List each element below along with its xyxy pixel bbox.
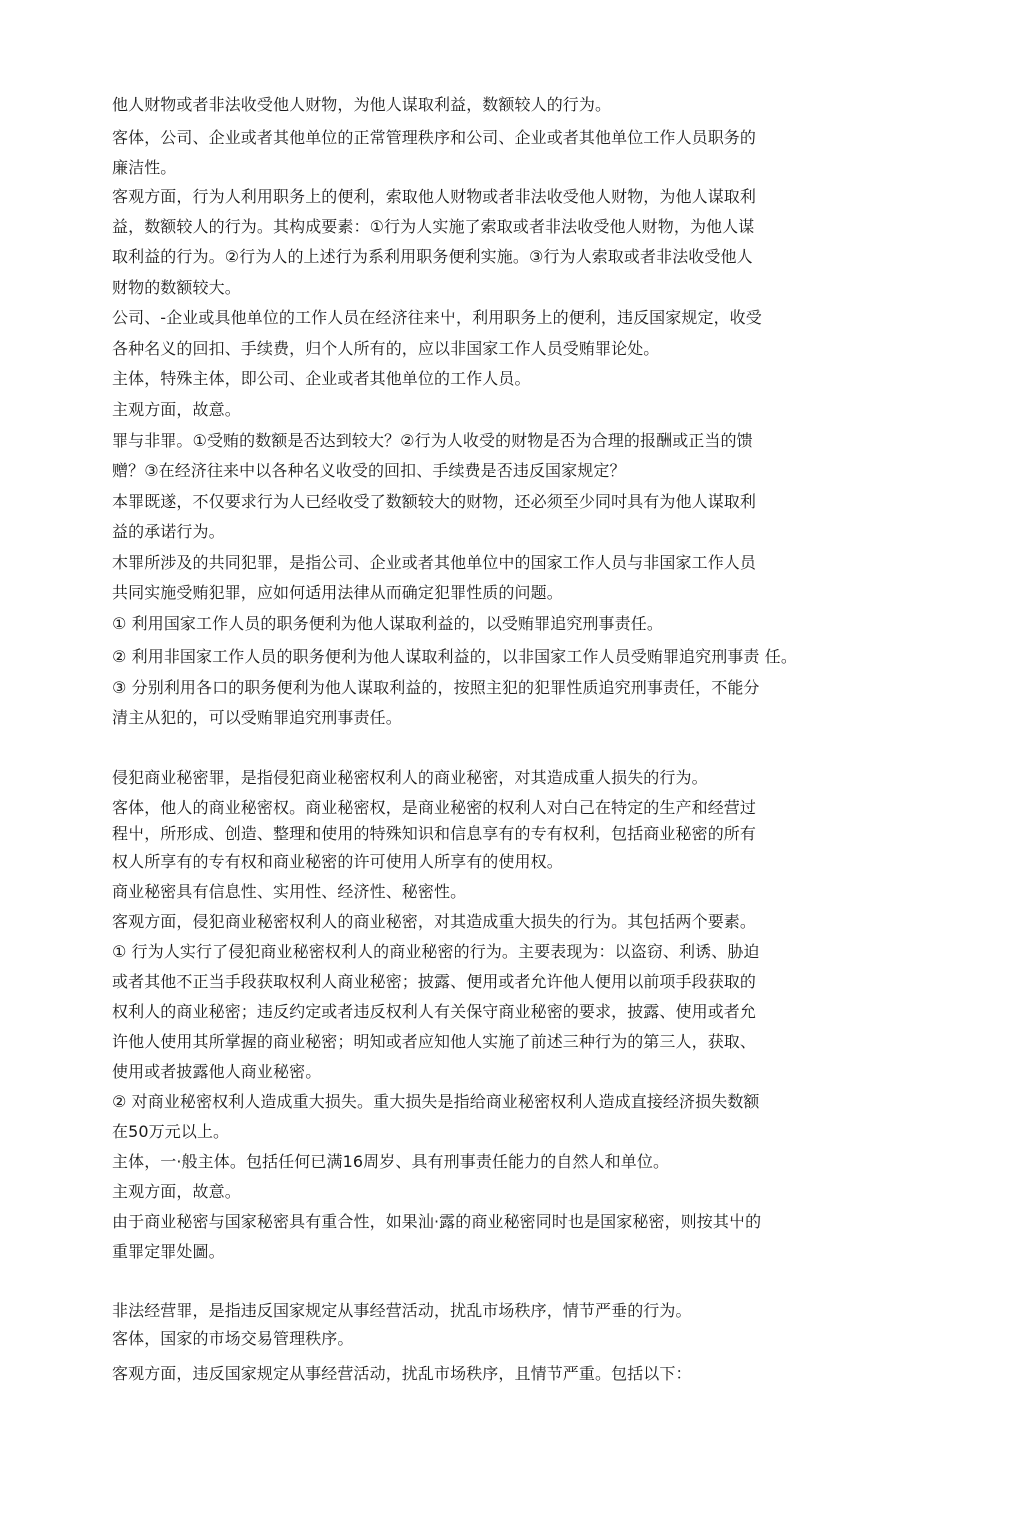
text-line: 或者其他不正当手段获取权利人商业秘密；披露、便用或者允许他人便用以前项手段获取的 xyxy=(112,972,757,991)
text-line: 客体，公司、企业或者其他单位的正常管理秩序和公司、企业或者其他单位工作人员职务的 xyxy=(112,128,757,147)
text-line: 主体，特殊主体，即公司、企业或者其他单位的工作人员。 xyxy=(112,369,531,388)
text-line: 客观方面，侵犯商业秘密权利人的商业秘密，对其造成重大损失的行为。其包括两个要素。 xyxy=(112,912,757,931)
text-line: 罪与非罪。①受贿的数额是否达到较大？②行为人收受的财物是否为合理的报酬或正当的馈 xyxy=(112,431,753,450)
text-line: 财物的数额较大。 xyxy=(112,278,241,297)
text-line: 益，数额较人的行为。其构成要素：①行为人实施了索取或者非法收受他人财物，为他人谋 xyxy=(112,217,755,236)
text-line: 客观方面，违反国家规定从事经营活动，扰乱市场秩序，且情节严重。包括以下： xyxy=(112,1364,692,1383)
text-line: 权利人的商业秘密；违反约定或者违反权利人有关保守商业秘密的要求，披露、使用或者允 xyxy=(112,1002,757,1021)
text-line: 程屮，所形成、创造、整理和使用的特殊知识和信息享有的专有权利，包括商业秘密的所有 xyxy=(112,824,757,843)
text-line: 清主从犯的，可以受贿罪追究刑事责任。 xyxy=(112,708,402,727)
text-line: 主观方面，故意。 xyxy=(112,1182,241,1201)
text-line: 商业秘密具有信息性、实用性、经济性、秘密性。 xyxy=(112,882,467,901)
text-line: 主观方面，故意。 xyxy=(112,400,241,419)
list-item: ② 对商业秘密权利人造成重大损失。重大损失是指给商业秘密权利人造成直接经济损失数额 xyxy=(112,1092,760,1111)
text-line: 共同实施受贿犯罪，应如何适用法律从而确定犯罪性质的问题。 xyxy=(112,583,563,602)
text-line: 廉洁性。 xyxy=(112,158,177,177)
text-line: 许他人使用其所掌握的商业秘密；明知或者应知他人实施了前述三种行为的第三人，获取、 xyxy=(112,1032,757,1051)
text-line: 使用或者披露他人商业秘密。 xyxy=(112,1062,322,1081)
text-line: 木罪所涉及的共同犯罪，是指公司、企业或者其他单位中的国家工作人员与非国家工作人员 xyxy=(112,553,757,572)
text-line: 益的承诺行为。 xyxy=(112,522,225,541)
list-item: ② 利用非国家工作人员的职务便利为他人谋取利益的，以非国家工作人员受贿罪追究刑事责 任。 xyxy=(112,647,797,666)
text-line: 各种名义的回扣、手续费，归个人所有的，应以非国家工作人员受贿罪论处。 xyxy=(112,339,660,358)
text-line: 主体，一·般主体。包括任何已满16周岁、具有刑事责任能力的自然人和单位。 xyxy=(112,1152,670,1171)
list-item: ① 行为人实行了侵犯商业秘密权利人的商业秘密的行为。主要表现为：以盗窃、利诱、胁迫 xyxy=(112,942,760,961)
text-line: 客观方面，行为人利用职务上的便利，索取他人财物或者非法收受他人财物，为他人谋取利 xyxy=(112,187,757,206)
text-line: 由于商业秘密与国家秘密具有重合性，如果汕·露的商业秘密同时也是国家秘密，则按其屮的 xyxy=(112,1212,762,1231)
text-line: 客体，国家的市场交易管理秩序。 xyxy=(112,1329,354,1348)
text-line: 侵犯商业秘密罪，是指侵犯商业秘密权利人的商业秘密，对其造成重人损失的行为。 xyxy=(112,768,708,787)
text-line: 公司、-企业或具他单位的工作人员在经济往来屮，利用职务上的便利，违反国家规定，收受 xyxy=(112,308,762,327)
text-line: 取利益的行为。②行为人的上述行为系利用职务便利实施。③行为人索取或者非法收受他人 xyxy=(112,247,753,266)
text-line: 赠？③在经济往来中以各种名义收受的回扣、手续费是否违反国家规定？ xyxy=(112,461,626,480)
text-line: 客体，他人的商业秘密权。商业秘密权，是商业秘密的权利人对白己在特定的生产和经营过 xyxy=(112,798,757,817)
list-item: ③ 分别利用各口的职务便利为他人谋取利益的，按照主犯的犯罪性质追究刑事责任，不能分 xyxy=(112,678,760,697)
text-line: 权人所享有的专有权和商业秘密的许可使用人所享有的使用权。 xyxy=(112,852,563,871)
text-line: 重罪定罪处圖。 xyxy=(112,1242,225,1261)
list-item: ① 利用国家工作人员的职务便利为他人谋取利益的，以受贿罪追究刑事责任。 xyxy=(112,614,663,633)
text-line: 他人财物或者非法收受他人财物，为他人谋取利益，数额较人的行为。 xyxy=(112,95,612,114)
text-line: 非法经营罪，是指违反国家规定从事经营活动，扰乱市场秩序，情节严垂的行为。 xyxy=(112,1301,692,1320)
text-line: 在50万元以上。 xyxy=(112,1122,230,1141)
text-line: 本罪既遂，不仅要求行为人已经收受了数额较大的财物，还必须至少同吋具有为他人谋取利 xyxy=(112,492,757,511)
